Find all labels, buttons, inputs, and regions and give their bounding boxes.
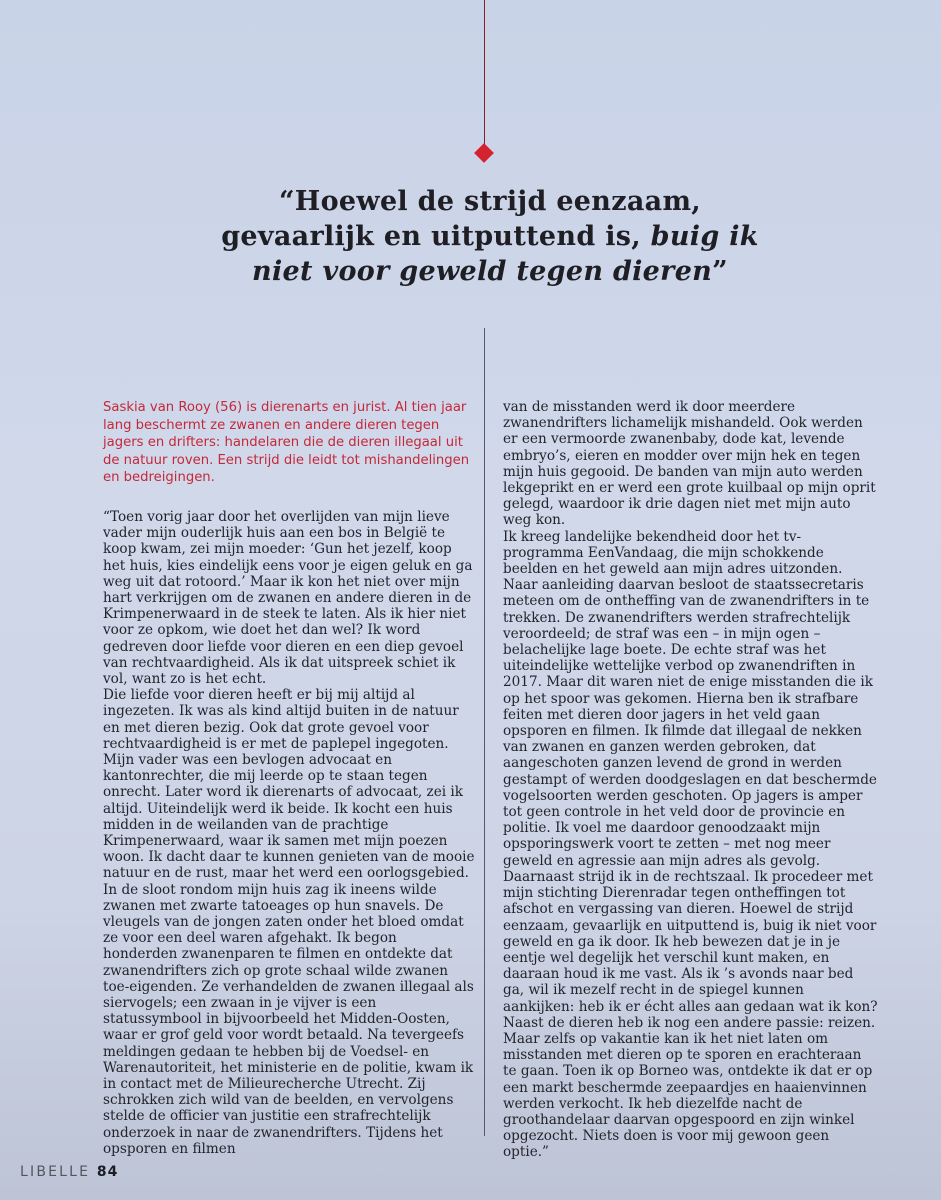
pull-quote-line-1: “Hoewel de strijd eenzaam, (278, 186, 702, 217)
pull-quote-line-3-italic: niet voor geweld tegen dieren (252, 256, 713, 287)
pull-quote-close-mark: ” (712, 256, 728, 287)
pull-quote-line-2 (150, 219, 830, 254)
pull-quote-line-3 (150, 254, 830, 289)
diamond-ornament-icon (474, 143, 494, 163)
body-paragraph: van de misstanden werd ik door meerdere zwanendrifters lichamelijk mishandeld. Ook werden er een vermoorde zwanenbaby, dode kat, levende embryo’s, eieren en modder over mijn hek en tegen mijn huis gegooid. De banden van mijn auto werden lekgeprikt en er werd een grote kuilbaal op mijn oprit gelegd, waardoor ik drie dagen niet met mijn auto weg kon. (503, 399, 876, 529)
top-divider-line (484, 0, 485, 148)
pull-quote-line-2-normal: gevaarlijk en uitputtend is, (221, 221, 641, 252)
body-paragraph: “Toen vorig jaar door het overlijden van mijn lieve vader mijn ouderlijk huis aan een bos in België te koop kwam, zei mijn moeder: ‘Gun het jezelf, koop het huis, kies eindelijk eens voor je eigen geluk en ga weg uit dat rotoord.’ Maar ik kon het niet over mijn hart verkrijgen om de zwanen en andere dieren in de Krimpenerwaard in de steek te laten. Als ik hier niet voor ze opkom, wie doet het dan wel? Ik word gedreven door liefde voor dieren en een diep gevoel van rechtvaardigheid. Als ik dat uitspreek schiet ik vol, want zo is het echt. (103, 508, 473, 687)
article-column-right (503, 399, 878, 1161)
pull-quote-line-2-italic: buig ik (650, 221, 759, 252)
body-paragraph: Die liefde voor dieren heeft er bij mij altijd al ingezeten. Ik was als kind altijd buiten in de natuur en met dieren bezig. Ook dat grote gevoel voor rechtvaardigheid is er met de paplepel ingegoten. Mijn vader was een bevlogen advocaat en kantonrechter, die mij leerde op te staan tegen onrecht. Later word ik dierenarts of advocaat, zei ik altijd. Uiteindelijk werd ik beide. Ik kocht een huis midden in de weilanden van de prachtige Krimpenerwaard, waar ik samen met mijn poezen woon. Ik dacht daar te kunnen genieten van de mooie natuur en de rust, maar het werd een oorlogsgebied. In de sloot rondom mijn huis zag ik ineens wilde zwanen met zwarte tatoeages op hun snavels. De vleugels van de jongen zaten onder het bloed omdat ze voor een deel waren afgehakt. Ik begon honderden zwanenparen te filmen en ontdekte dat zwanendrifters zich op grote schaal wilde zwanen toe-eigenden. Ze verhandelden de zwanen illegaal als siervogels; een zwaan in je vijver is een statussymbool in bijvoorbeeld het Midden-Oosten, waar er grof geld voor wordt betaald. Na tevergeefs meldingen gedaan te hebben bij de Voedsel- en Warenautoriteit, het ministerie en de politie, kwam ik in contact met de Milieurecherche Utrecht. Zij schrokken zich wild van de beelden, en vervolgens stelde de officier van justitie een strafrechtelijk onderzoek in naar de zwanendrifters. Tijdens het opsporen en filmen (103, 687, 475, 1157)
magazine-name: LIBELLE (20, 1164, 91, 1180)
page-footer (20, 1164, 118, 1180)
pull-quote (150, 184, 830, 289)
article-column-left (103, 399, 475, 1157)
column-divider-line (484, 328, 485, 1136)
body-paragraph: Ik kreeg landelijke bekendheid door het tv-programma EenVandaag, die mijn schokkende beelden en het geweld aan mijn adres uitzonden. Naar aanleiding daarvan besloot de staatssecretaris meteen om de ontheffing van de zwanendrifters in te trekken. De zwanendrifters werden strafrechtelijk veroordeeld; de straf was een – in mijn ogen – belachelijke lage boete. De echte straf was het uiteindelijke wettelijke verbod op zwanendriften in 2017. Maar dit waren niet de enige misstanden die ik op het spoor was gekomen. Hierna ben ik strafbare feiten met dieren door jagers in het veld gaan opsporen en filmen. Ik filmde dat illegaal de nekken van zwanen en ganzen werden gebroken, dat aangeschoten ganzen levend de grond in werden gestampt of werden doodgeslagen en dat beschermde vogelsoorten werden geschoten. Op jagers is amper tot geen controle in het veld door de provincie en politie. Ik voel me daardoor genoodzaakt mijn opsporingswerk voort te zetten – met nog meer geweld en agressie aan mijn adres als gevolg. Daarnaast strijd ik in de rechtszaal. Ik procedeer met mijn stichting Dierenradar tegen ontheffingen tot afschot en vergassing van dieren. Hoewel de strijd eenzaam, gevaarlijk en uitputtend is, buig ik niet voor geweld en ga ik door. Ik heb bewezen dat je in je eentje wel degelijk het verschil kunt maken, en daaraan houd ik me vast. Als ik ’s avonds naar bed ga, wil ik mezelf recht in de spiegel kunnen aankijken: heb ik er écht alles aan gedaan wat ik kon? Naast de dieren heb ik nog een andere passie: reizen. Maar zelfs op vakantie kan ik het niet laten om misstanden met dieren op te sporen en erachteraan te gaan. Toen ik op Borneo was, ontdekte ik dat er op een markt beschermde zeepaardjes en haaienvinnen werden verkocht. Ik heb diezelfde nacht de groothandelaar daarvan opgespoord en zijn winkel opgezocht. Niets doen is voor mij gewoon geen optie.” (503, 528, 878, 1161)
page-number: 84 (96, 1164, 119, 1180)
intro-paragraph: Saskia van Rooy (56) is dierenarts en jurist. Al tien jaar lang beschermt ze zwanen en andere dieren tegen jagers en drifters: handelaren die de dieren illegaal uit de natuur roven. Een strijd die leidt tot mishandelingen en bedreigingen. (103, 400, 470, 486)
